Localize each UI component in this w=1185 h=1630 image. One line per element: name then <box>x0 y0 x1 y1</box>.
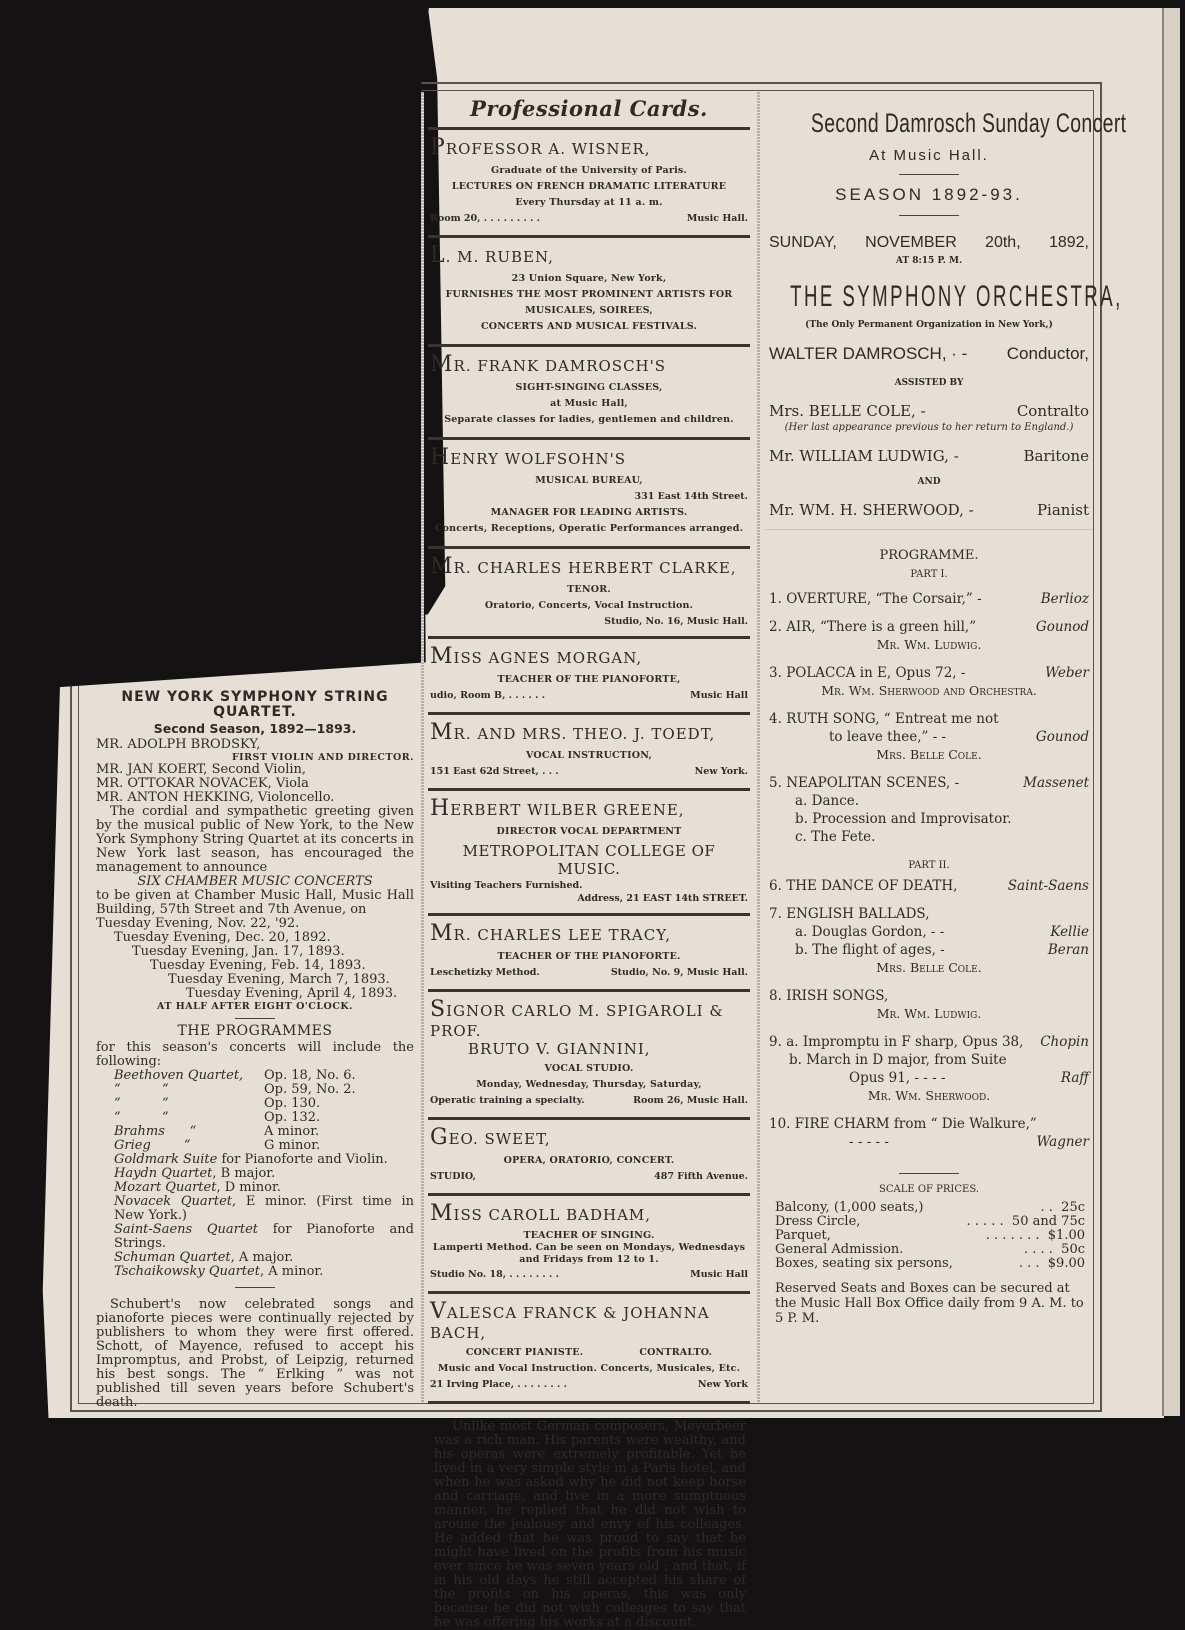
column-divider <box>421 92 424 1402</box>
performer: Mr. WILLIAM LUDWIG, - Baritone <box>769 447 1089 465</box>
programme-item: 6. THE DANCE OF DEATH, Saint-Saens <box>769 878 1089 894</box>
card-ruben: L. M. RUBEN, 23 Union Square, New York, FURNISHES THE MOST PROMINENT ARTISTS FOR MUSICALES, SOIREES, CONCERTS AND MUSICAL FESTIVALS. <box>430 243 733 332</box>
concert-time: AT 8:15 P. M. <box>895 256 963 266</box>
meyerbeer-essay: Unlike most German composers, Meyerbeer was a rich man. His parents were wealthy, and his operas were extremely profitable. Yet he lived in a very simple style in a Paris hotel, and when he was asked why he did not keep horse and carriage, and live in a more sumptuous manner, he replied that he did not wish to arouse the jealousy and envy of his colleages. He added that he was proud to say that he might have lived on the profits from his music ever since he was seven years old ; and that, if in his old days he still accepted his share of the profits on his operas, this was only because he did not wish colleages to say that he was offering his works at a discount. <box>434 1419 746 1630</box>
programme-item: 9. a. Impromptu in F sharp, Opus 38, Chopin b. March in D major, from Suite Opus 91, - - - - Raff Mr. Wm. Sherwood. <box>769 1034 1089 1103</box>
programme-heading: PROGRAMME. <box>879 548 979 563</box>
concert-date: SUNDAY, NOVEMBER 20th, 1892, <box>769 234 1089 251</box>
card-clarke: MR. CHARLES HERBERT CLARKE, TENOR. Oratorio, Concerts, Vocal Instruction. Studio, No. 16, Music Hall. <box>430 554 748 627</box>
programme-item: 5. NEAPOLITAN SCENES, - Massenet a. Dance. b. Procession and Improvisator. c. The Fete. <box>769 775 1089 845</box>
card-frank-damrosch: MR. FRANK DAMROSCH'S SIGHT-SINGING CLASSES, at Music Hall, Separate classes for ladies, gentlemen and children. <box>430 352 734 425</box>
professional-cards-column <box>428 92 750 1630</box>
programme-item: 1. OVERTURE, “The Corsair,” - Berlioz <box>769 591 1089 607</box>
quartet-title: NEW YORK SYMPHONY STRING <box>121 689 389 705</box>
programme-item: 4. RUTH SONG, “ Entreat me not to leave thee,” - - Gounod Mrs. Belle Cole. <box>769 711 1089 762</box>
dark-background-overlay <box>0 0 430 690</box>
programme-item: 2. AIR, “There is a green hill,” Gounod Mr. Wm. Ludwig. <box>769 619 1089 652</box>
card-sweet: GEO. SWEET, OPERA, ORATORIO, CONCERT. STUDIO, 487 Fifth Avenue. <box>430 1125 748 1182</box>
card-tracy: MR. CHARLES LEE TRACY, TEACHER OF THE PIANOFORTE. Leschetizky Method. Studio, No. 9, Music Hall. <box>430 921 748 978</box>
card-spigaroli-giannini: SIGNOR CARLO M. SPIGAROLI & PROF. BRUTO V. GIANNINI, VOCAL STUDIO. Monday, Wednesday, Thursday, Saturday, Operatic training a specialty. Room 26, Music Hall. <box>430 997 748 1106</box>
venue: At Music Hall. <box>869 147 989 164</box>
section-heading: Professional Cards. <box>470 96 708 121</box>
card-badham: MISS CAROLL BADHAM, TEACHER OF SINGING. Lamperti Method. Can be seen on Mondays, Wednesdays and Fridays from 12 to 1. Studio No. 18, . . . . . . . . Music Hall <box>430 1201 748 1280</box>
orchestra-name: THE SYMPHONY ORCHESTRA, <box>790 280 1123 313</box>
card-wisner: PROFESSOR A. WISNER, Graduate of the University of Paris. LECTURES ON FRENCH DRAMATIC LITERATURE Every Thursday at 11 a. m. Room 20, . . . . . . . . . Music Hall. <box>430 135 748 224</box>
concert-title: Second Damrosch Sunday Concert <box>810 108 1127 138</box>
card-toedt: MR. AND MRS. THEO. J. TOEDT, VOCAL INSTRUCTION, 151 East 62d Street, . . . New York. <box>430 720 748 777</box>
conductor: WALTER DAMROSCH, · - Conductor, <box>769 344 1089 363</box>
prices-heading: SCALE OF PRICES. <box>879 1184 979 1195</box>
works-list: Beethoven Quartet, Op. 18, No. 6. “ “ Op. 59, No. 2. “ “ Op. 130. “ “ Op. 132. Brahms “ A minor. Grieg “ G minor. Goldmark Suite for Pianoforte and Violin. Haydn Quartet, B major. Mozart Quartet, D minor. Novacek Quartet, E minor. (First time in New York.) Saint-Saens Quartet for Pianoforte and Strings. Schuman Quartet, A major. Tschaikowsky Quartet, A minor. <box>114 1068 415 1279</box>
performer: Mrs. BELLE COLE, - Contralto <box>769 402 1089 420</box>
card-morgan: MISS AGNES MORGAN, TEACHER OF THE PIANOFORTE, udio, Room B, . . . . . . Music Hall <box>430 644 748 701</box>
programme-item: 10. FIRE CHARM from “ Die Walkure,” - - - - - Wagner <box>769 1116 1089 1150</box>
card-franck-bach: VALESCA FRANCK & JOHANNA BACH, CONCERT PIANISTE. CONTRALTO. Music and Vocal Instruction. Concerts, Musicales, Etc. 21 Irving Place, . . . . . . . . New York <box>430 1299 748 1390</box>
programme-item: 3. POLACCA in E, Opus 72, - Weber Mr. Wm. Sherwood and Orchestra. <box>769 665 1089 698</box>
concert-dates: Tuesday Evening, Nov. 22, '92. Tuesday Evening, Dec. 20, 1892. Tuesday Evening, Jan. 17, 1893. Tuesday Evening, Feb. 14, 1893. Tuesday Evening, March 7, 1893. Tuesday Evening, April 4, 1893. <box>96 916 398 1001</box>
season: SEASON 1892-93. <box>835 185 1023 204</box>
page-edge <box>1162 8 1180 1416</box>
string-quartet-column: NEW YORK SYMPHONY STRING QUARTET. Second Season, 1892—1893. MR. ADOLPH BRODSKY, FIRST VIOLIN AND DIRECTOR. MR. JAN KOERT, Second Violin, MR. OTTOKAR NOVACEK, Viola MR. ANTON HEKKING, Violoncello. The cordial and sympathetic greeting given by the musical public of New York, to the New York Symphony String Quartet at its concerts in New York last season, has encouraged the management to announce SIX CHAMBER MUSIC CONCERTS to be given at Chamber Music Hall, Music Hall Building, 57th Street and 7th Avenue, on Tuesday Evening, Nov. 22, '92. Tuesday Evening, Dec. 20, 1892. Tuesday Evening, Jan. 17, 1893. Tuesday Evening, Feb. 14, 1893. Tuesday Evening, March 7, 1893. Tuesday Evening, April 4, 1893. AT HALF AFTER EIGHT O'CLOCK. THE PROGRAMMES for this season's concerts will include the following: Beethoven Quartet, Op. 18, No. 6. “ “ Op. 59, No. 2. “ “ Op. 130. “ “ Op. 132. Brahms “ A minor. Grieg “ G minor. Goldmark Suite for Pianoforte and Violin. Haydn Quartet, B major. Mozart Quartet, D minor. Novacek Quartet, E minor. (First time in New York.) Saint-Saens Quartet for Pianoforte and Strings. Schuman Quartet, A major. Tschaikowsky Quartet, A minor. Schubert's now celebrated songs and pianoforte pieces were continually rejected by publishers to whom they were first offered. Schott, of Mayence, refused to accept his Impromptus, and Probst, of Leipzig, returned his best songs. The “ Erlking ” was not published till seven years before Schubert's death. <box>96 689 415 1410</box>
price-list: Balcony, (1,000 seats,) . . 25c Dress Circle, . . . . . 50 and 75c Parquet, . . . . . . . $1.00 General Admission. . . . . 50c Boxes, seating six persons, . . . $9.00 <box>775 1200 1085 1271</box>
card-wolfsohn: HENRY WOLFSOHN'S MUSICAL BUREAU, 331 East 14th Street. MANAGER FOR LEADING ARTISTS. Concerts, Receptions, Operatic Performances arranged. <box>430 445 748 534</box>
reserved-seats-note: Reserved Seats and Boxes can be secured at the Music Hall Box Office daily from 9 A. M. to 5 P. M. <box>775 1281 1084 1326</box>
programme-item: 8. IRISH SONGS, Mr. Wm. Ludwig. <box>769 988 982 1021</box>
programme-item: 7. ENGLISH BALLADS, a. Douglas Gordon, - - Kellie b. The flight of ages, - Beran Mrs. Belle Cole. <box>769 906 1089 975</box>
card-greene: HERBERT WILBER GREENE, DIRECTOR VOCAL DEPARTMENT METROPOLITAN COLLEGE OF MUSIC. Visiting Teachers Furnished. Address, 21 EAST 14th STREET. <box>430 796 748 904</box>
schubert-essay: Schubert's now celebrated songs and pianoforte pieces were continually rejected by publishers to whom they were first offered. Schott, of Mayence, refused to accept his Impromptus, and Probst, of Leipzig, returned his best songs. The “ Erlking ” was not published till seven years before Schubert's death. <box>96 1297 414 1410</box>
concert-programme-column: Second Damrosch Sunday Concert At Music Hall. SEASON 1892-93. SUNDAY, NOVEMBER 20th, 1892, AT 8:15 P. M. THE SYMPHONY ORCHESTRA, (The Only Permanent Organization in New York,) WALTER DAMROSCH, · - Conductor, ASSISTED BY Mrs. BELLE COLE, - Contralto (Her last appearance previous to her return to England.) Mr. WILLIAM LUDWIG, - Baritone AND Mr. WM. H. SHERWOOD, - Pianist PROGRAMME. PART I. 1. OVERTURE, “The Corsair,” - Berlioz 2. AIR, “There is a green hill,” Gounod Mr. Wm. Ludwig. 3. POLACCA in E, Opus 72, - Weber Mr. Wm. Sherwood and Orchestra. 4. RUTH SONG, “ Entreat me not to leave thee,” - - Gounod Mrs. Belle Cole. 5. NEAPOLITAN SCENES, - Massenet a. Dance. b. Procession and Improvisator. c. The Fete. PART II. 6. THE DANCE OF DEATH, Saint-Saens 7. ENGLISH BALLADS, a. Douglas Gordon, - - Kellie b. The flight of ages, - Beran Mrs. Belle Cole. 8. IRISH SONGS, Mr. Wm. Ludwig. 9. a. Impromptu in F sharp, Opus 38, Chopin b. March in D major, from Suite Opus 91, - - - - Raff Mr. Wm. Sherwood. 10. FIRE CHARM from “ Die Walkure,” - - - - - Wagner SCALE OF PRICES. Balcony, (1,000 seats,) . . 25c Dress Circle, . . . . . 50 and 75c Parquet, . . . . . . . $1.00 General Admission. . . . . 50c Boxes, seating six persons, . . . $9.00 Reserved Seats and Boxes can be secured at the Music Hall Box Office daily from 9 A. M. to 5 P. M. <box>765 92 1093 1326</box>
performer: Mr. WM. H. SHERWOOD, - Pianist <box>769 501 1089 519</box>
column-divider <box>757 92 760 1402</box>
